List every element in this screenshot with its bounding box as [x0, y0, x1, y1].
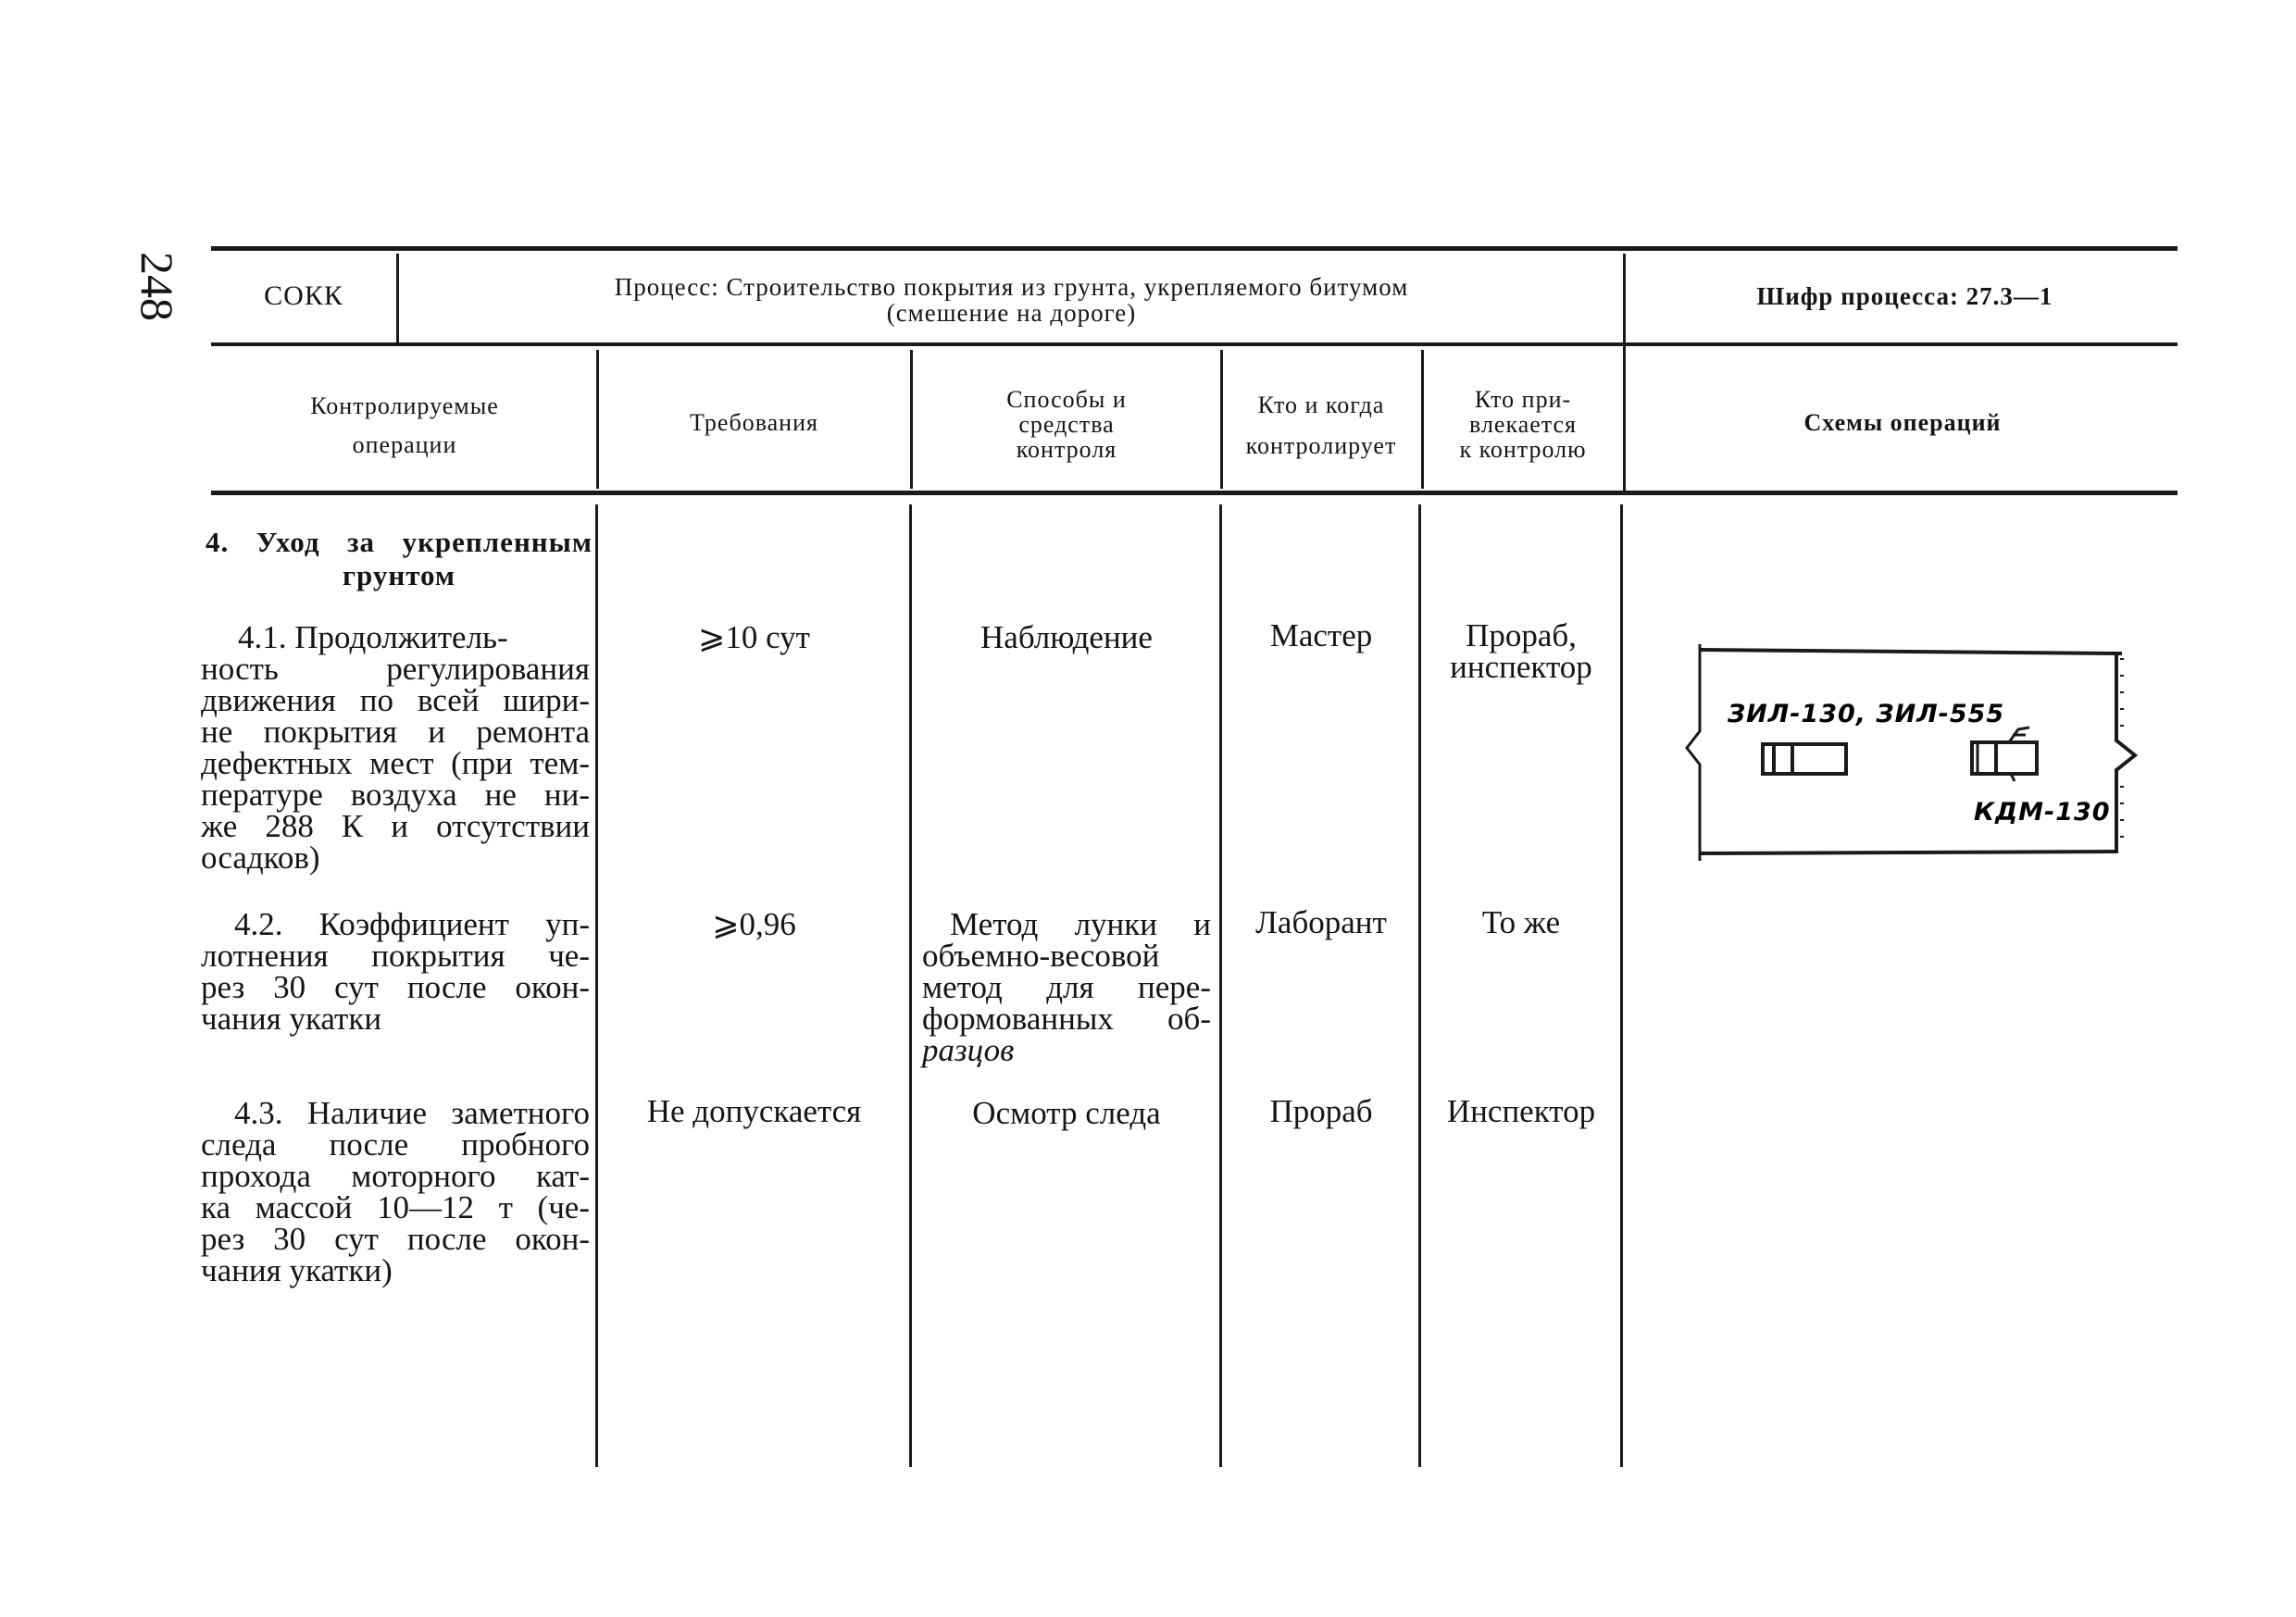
- col-divider-3: [1220, 350, 1223, 489]
- row-4-3-method: [915, 1095, 1218, 1131]
- row-4-1-operation: [201, 619, 590, 876]
- row-4-1-method: [915, 619, 1218, 655]
- op42-line-3: рез 30 сут после окон-: [201, 969, 590, 1005]
- row-4-3-controller: Прораб: [1269, 1093, 1373, 1129]
- colhead-who-involved: [1426, 387, 1620, 462]
- colhead-operations-1: Контролируемые: [310, 392, 499, 419]
- row-4-2-operation: [201, 906, 590, 1037]
- section-title: [206, 526, 593, 592]
- i42-line-1: То же: [1481, 904, 1561, 940]
- op43-line-2: следа после пробного: [201, 1126, 590, 1163]
- col-divider-2: [910, 350, 913, 489]
- colhead-who-controls-1: Кто и когда: [1257, 392, 1385, 418]
- colhead-schemes: Схемы операций: [1803, 409, 2002, 436]
- colhead-requirements: Требования: [690, 409, 818, 436]
- row-4-1-involved: [1422, 617, 1620, 685]
- body-divider-3: [1219, 504, 1222, 1467]
- process-line-1: Процесс: Строительство покрытия из грунта, укрепляемого битумом: [614, 273, 1409, 301]
- op41-line-3: движения по всей шири-: [201, 682, 590, 718]
- header-top-rule: [211, 246, 2177, 251]
- op42-line-4: чания укатки: [201, 1001, 382, 1037]
- op41-line-2: ность регулирования: [201, 651, 590, 687]
- m42-line-1: Метод лунки и: [950, 906, 1211, 942]
- op41-line-5: дефектных мест (при тем-: [201, 745, 590, 781]
- scheme-truck-icon: [1763, 744, 1846, 774]
- colhead-who-involved-2: влекается: [1469, 411, 1577, 438]
- scheme-road-top-edge: [1700, 650, 2122, 653]
- colhead-who-involved-1: Кто при-: [1474, 386, 1572, 413]
- i41-line-2: инспектор: [1450, 649, 1592, 685]
- op43-line-3: прохода моторного кат-: [201, 1158, 590, 1194]
- op43-line-4: ка массой 10—12 т (че-: [201, 1189, 590, 1225]
- m42-line-4: формованных об-: [922, 1001, 1211, 1037]
- m43-line-1: Осмотр следа: [972, 1095, 1161, 1131]
- process-title: [407, 274, 1616, 326]
- scheme-label-machine: КДМ-130: [1974, 798, 2111, 827]
- scheme-mixer-icon: [1972, 728, 2037, 781]
- m42-line-2: объемно-весовой: [922, 938, 1160, 974]
- page-number: 248: [131, 252, 183, 321]
- header-bottom-rule: [211, 342, 2177, 346]
- op43-line-6: чания укатки): [201, 1252, 393, 1288]
- process-line-2: (смешение на дороге): [886, 299, 1137, 327]
- op43-line-5: рез 30 сут после окон-: [201, 1221, 590, 1257]
- scheme-right-break-line: [2116, 653, 2135, 852]
- row-4-3-involved: [1422, 1093, 1620, 1129]
- m41-line-1: Наблюдение: [980, 619, 1153, 655]
- op42-line-1: 4.2. Коэффициент уп-: [234, 906, 590, 942]
- colhead-who-involved-3: к контролю: [1459, 436, 1587, 463]
- col-divider-4: [1421, 350, 1424, 489]
- colhead-who-controls-2: контролирует: [1245, 432, 1397, 459]
- m42-line-5: разцов: [922, 1032, 1015, 1068]
- scheme-left-break-line: [1687, 657, 1700, 846]
- process-cipher: Шифр процесса: 27.3—1: [1756, 282, 2053, 310]
- row-4-1-requirement: ⩾10 сут: [698, 619, 810, 655]
- i41-line-1: Прораб,: [1466, 617, 1577, 653]
- body-divider-1: [595, 504, 598, 1467]
- op41-line-7: же 288 К и отсутствии: [201, 808, 590, 844]
- colhead-methods: [915, 387, 1218, 462]
- op41-line-6: пературе воздуха не ни-: [201, 777, 590, 813]
- op43-line-1: 4.3. Наличие заметного: [234, 1095, 590, 1131]
- m42-line-3: метод для пере-: [922, 969, 1211, 1005]
- header-divider-1: [396, 254, 399, 342]
- colhead-methods-1: Способы и: [1006, 386, 1127, 413]
- section-title-2: грунтом: [342, 559, 456, 591]
- body-divider-5: [1620, 504, 1623, 1467]
- body-divider-4: [1418, 504, 1421, 1467]
- row-4-2-controller: Лаборант: [1255, 904, 1387, 940]
- body-divider-2: [909, 504, 912, 1467]
- op42-line-2: лотнения покрытия че-: [201, 938, 590, 974]
- colhead-operations: [215, 387, 594, 465]
- colhead-methods-3: контроля: [1016, 436, 1117, 463]
- scheme-label-trucks: ЗИЛ-130, ЗИЛ-555: [1728, 700, 2005, 728]
- col-divider-1: [596, 350, 599, 489]
- row-4-3-operation: [201, 1095, 590, 1288]
- row-4-3-requirement: Не допускается: [646, 1093, 862, 1129]
- op41-line-4: не покрытия и ремонта: [201, 714, 590, 750]
- i43-line-1: Инспектор: [1446, 1093, 1596, 1129]
- row-4-2-involved: [1422, 904, 1620, 940]
- operation-scheme: [1666, 639, 2166, 870]
- section-title-1: 4. Уход за укрепленным: [206, 526, 593, 558]
- colhead-bottom-rule: [211, 491, 2177, 495]
- code-label: СОКК: [264, 280, 343, 311]
- row-4-2-requirement: ⩾0,96: [712, 906, 796, 942]
- header-divider-2: [1623, 254, 1626, 494]
- colhead-operations-2: операции: [352, 431, 457, 458]
- op41-line-1: 4.1. Продолжитель-: [238, 619, 508, 655]
- colhead-who-controls: [1224, 385, 1418, 466]
- row-4-2-method: [922, 906, 1211, 1068]
- row-4-1-controller: Мастер: [1269, 617, 1373, 653]
- colhead-methods-2: средства: [1018, 411, 1115, 438]
- op41-line-8: осадков): [201, 840, 320, 876]
- scheme-road-bottom-edge: [1700, 852, 2118, 853]
